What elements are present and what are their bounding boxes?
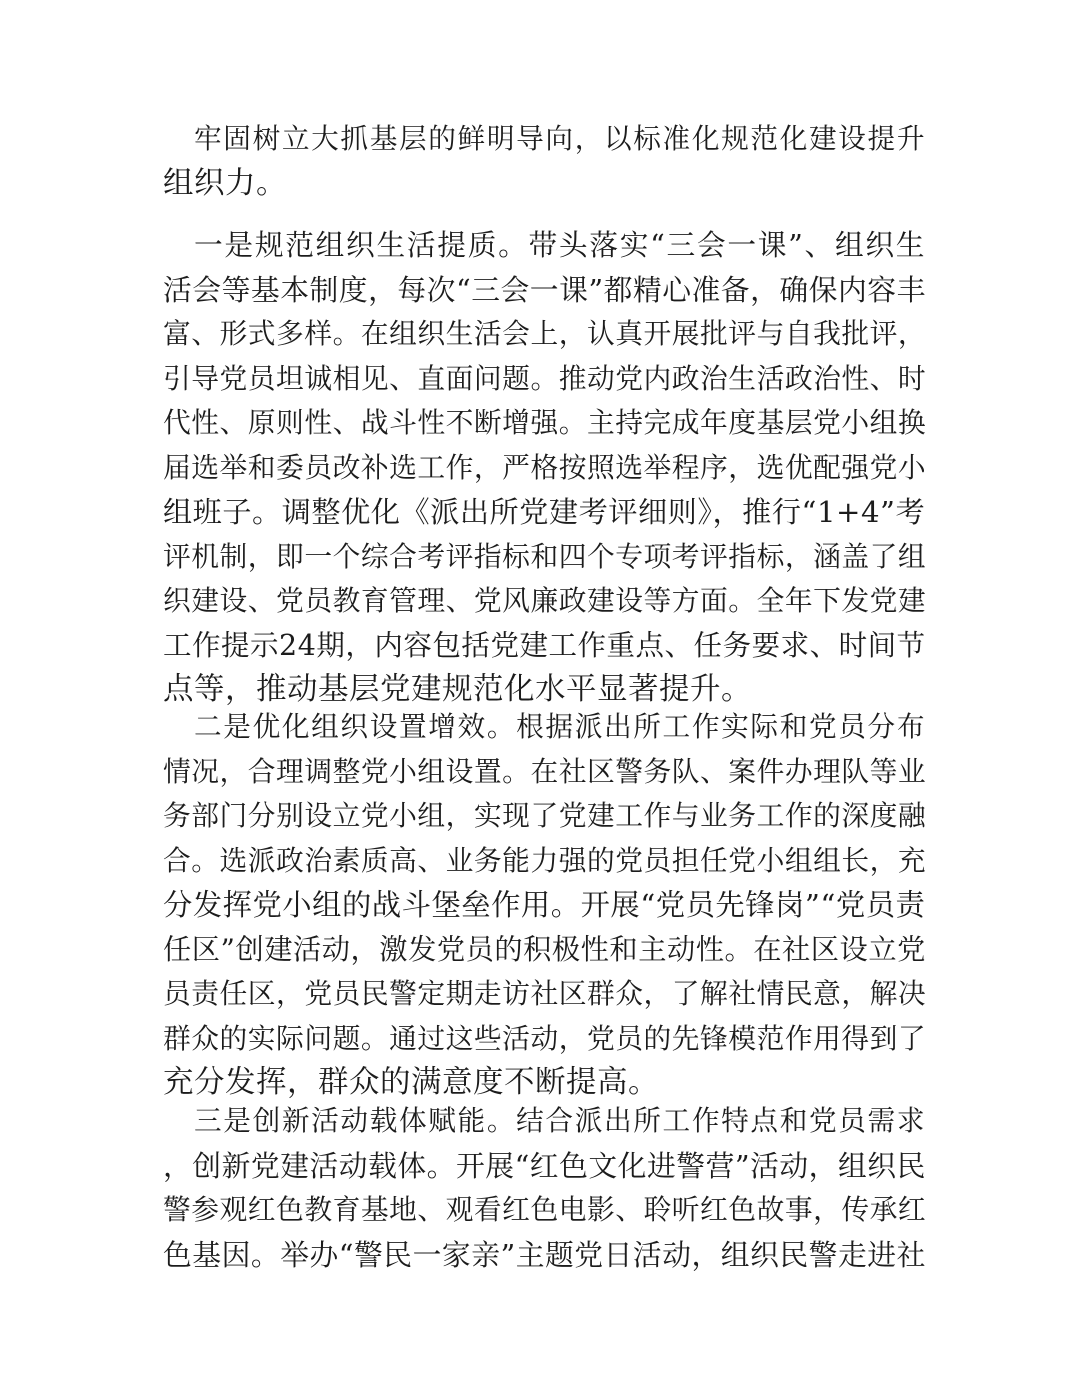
paragraph-line: 组班子。调整优化《派出所党建考评细则》，推行“1+4”考	[163, 495, 926, 529]
paragraph-line: 一是规范组织生活提质。带头落实“三会一课”、组织生	[194, 228, 925, 262]
paragraph-4	[163, 1099, 925, 1277]
paragraph-line: 工作提示24期，内容包括党建工作重点、任务要求、时间节	[163, 628, 926, 662]
paragraph-2	[163, 223, 925, 713]
paragraph-line: 群众的实际问题。通过这些活动，党员的先锋模范作用得到了	[163, 1021, 927, 1055]
paragraph-line: 织建设、党员教育管理、党风廉政建设等方面。全年下发党建	[163, 584, 927, 617]
paragraph-3	[163, 705, 925, 1106]
paragraph-line: ，创新党建活动载体。开展“红色文化进警营”活动，组织民	[163, 1148, 926, 1183]
paragraph-line: 三是创新活动载体赋能。结合派出所工作特点和党员需求	[194, 1104, 925, 1137]
paragraph-line: 分发挥党小组的战斗堡垒作用。开展“党员先锋岗”“党员责	[163, 888, 926, 922]
paragraph-line: 届选举和委员改补选工作，严格按照选举程序，选优配强党小	[163, 450, 927, 484]
paragraph-line: 合。选派政治素质高、业务能力强的党员担任党小组组长，充	[163, 843, 927, 877]
paragraph-line: 评机制，即一个综合考评指标和四个专项考评指标，涵盖了组	[163, 539, 927, 573]
paragraph-line: 点等，推动基层党建规范化水平显著提升。	[163, 672, 752, 707]
paragraph-line: 富、形式多样。在组织生活会上，认真开展批评与自我批评，	[163, 317, 927, 350]
paragraph-line: 组织力。	[163, 165, 287, 201]
paragraph-1	[163, 117, 925, 206]
paragraph-line: 任区”创建活动，激发党员的积极性和主动性。在社区设立党	[163, 932, 926, 966]
paragraph-line: 色基因。举办“警民一家亲”主题党日活动，组织民警走进社	[163, 1237, 926, 1272]
paragraph-line: 牢固树立大抓基层的鲜明导向，以标准化规范化建设提升	[194, 122, 925, 155]
paragraph-line: 务部门分别设立党小组，实现了党建工作与业务工作的深度融	[163, 799, 927, 832]
paragraph-line: 情况，合理调整党小组设置。在社区警务队、案件办理队等业	[163, 754, 927, 788]
paragraph-line: 引导党员坦诚相见、直面问题。推动党内政治生活政治性、时	[163, 361, 927, 395]
paragraph-line: 二是优化组织设置增效。根据派出所工作实际和党员分布	[194, 710, 925, 743]
paragraph-line: 员责任区，党员民警定期走访社区群众，了解社情民意，解决	[163, 977, 927, 1010]
paragraph-line: 警参观红色教育基地、观看红色电影、聆听红色故事，传承红	[163, 1193, 927, 1226]
paragraph-line: 充分发挥，群众的满意度不断提高。	[163, 1065, 659, 1100]
paragraph-line: 代性、原则性、战斗性不断增强。主持完成年度基层党小组换	[163, 406, 927, 439]
paragraph-line: 活会等基本制度，每次“三会一课”都精心准备，确保内容丰	[163, 272, 926, 307]
